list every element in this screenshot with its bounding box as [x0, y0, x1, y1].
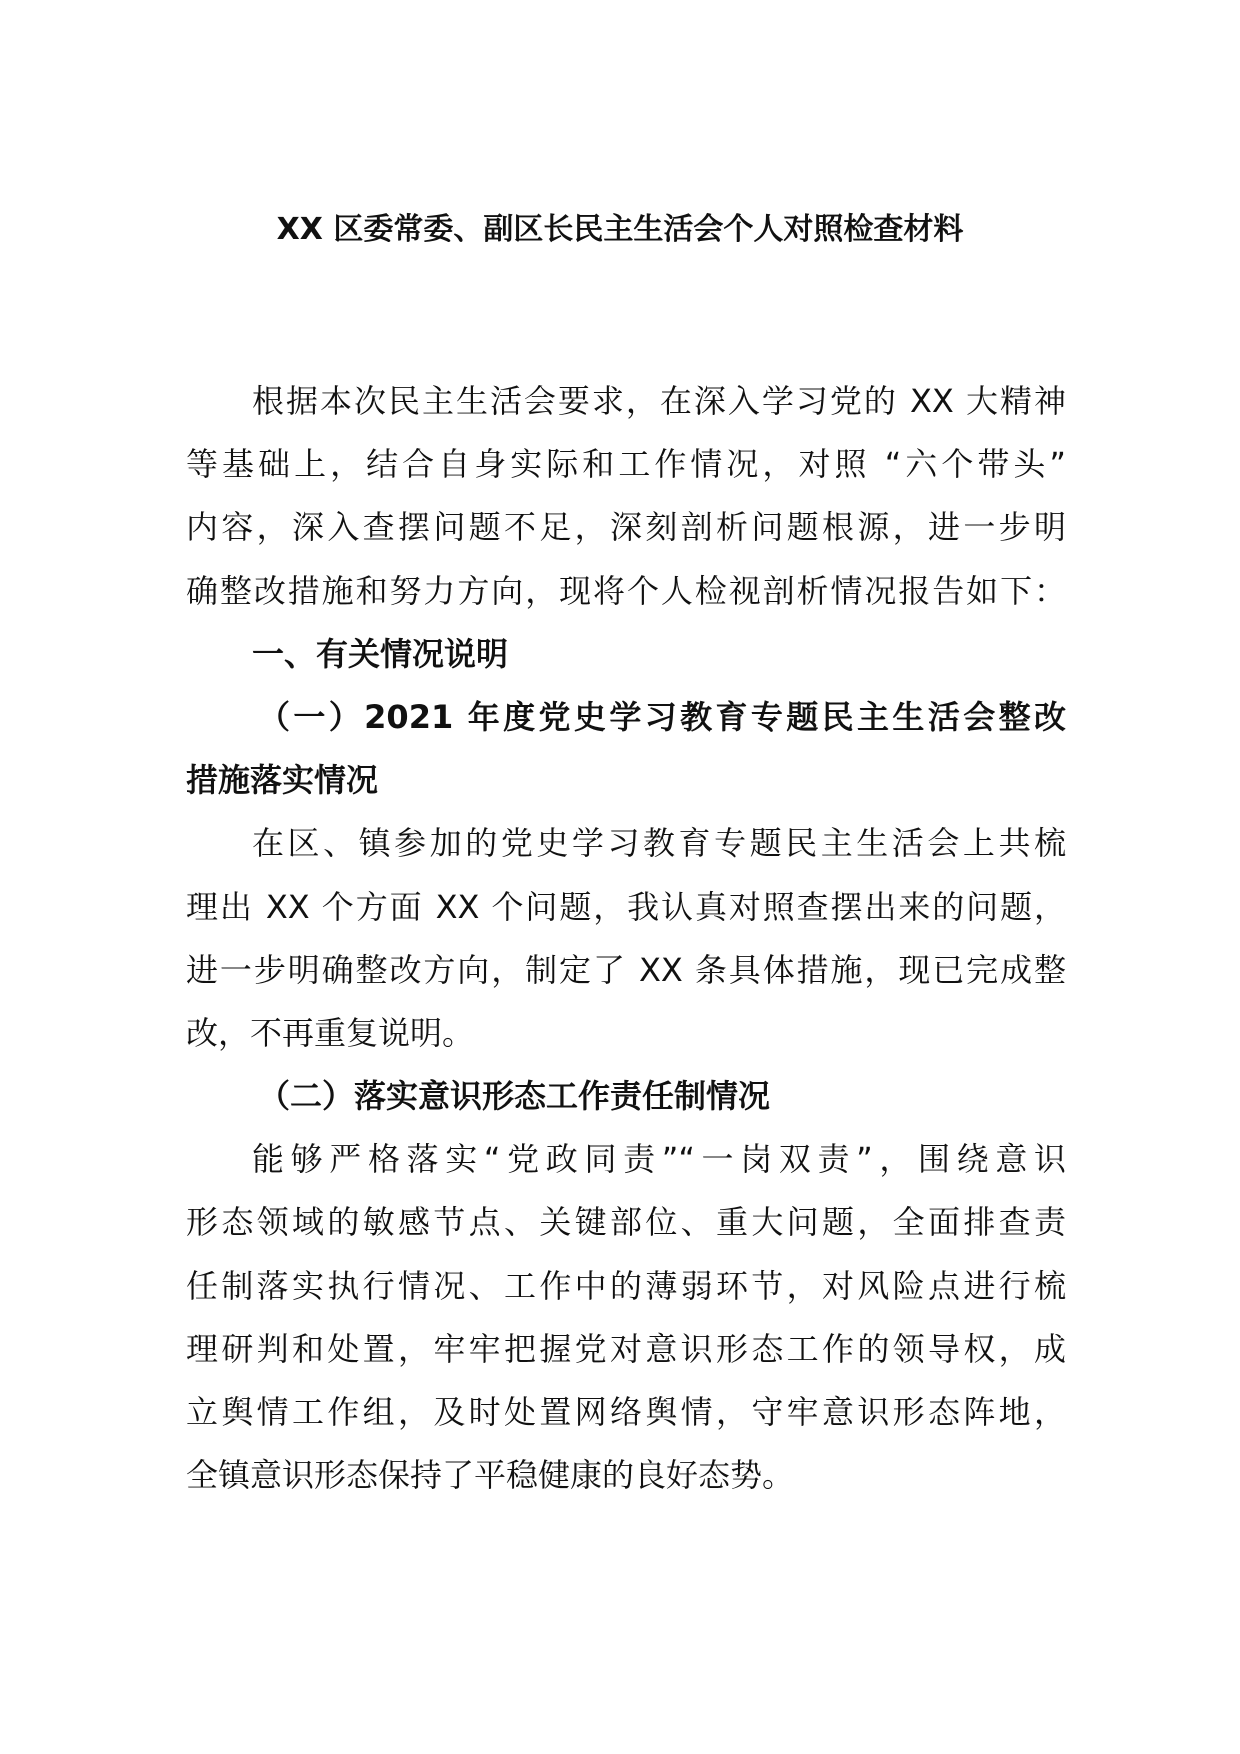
paragraph-line: 确整改措施和努力方向，现将个人检视剖析情况报告如下： — [186, 571, 1066, 610]
paragraph-line: 内容，深入查摆问题不足，深刻剖析问题根源，进一步明 — [186, 508, 1066, 547]
intro-paragraph — [186, 370, 1066, 623]
paragraph-line: 进一步明确整改方向，制定了 XX 条具体措施，现已完成整 — [186, 950, 1066, 989]
paragraph-line: 改，不再重复说明。 — [186, 1013, 475, 1052]
paragraph-line: 形态领域的敏感节点、关键部位、重大问题，全面排查责 — [186, 1203, 1066, 1242]
paragraph-line: 全镇意识形态保持了平稳健康的良好态势。 — [186, 1456, 795, 1495]
document-body — [186, 370, 1066, 1507]
subsection-heading: （二）落实意识形态工作责任制情况 — [258, 1077, 771, 1116]
subsection-heading-line: （一）2021 年度党史学习教育专题民主生活会整改 — [258, 697, 1066, 736]
document-title: XX 区委常委、副区长民主生活会个人对照检查材料 — [276, 212, 964, 247]
paragraph-line: 立舆情工作组，及时处置网络舆情，守牢意识形态阵地， — [186, 1393, 1066, 1431]
paragraph-line: 等基础上，结合自身实际和工作情况，对照 “六个带头” — [186, 445, 1066, 484]
subsection-paragraph — [186, 1128, 1066, 1507]
paragraph-line: 理出 XX 个方面 XX 个问题，我认真对照查摆出来的问题， — [186, 887, 1066, 926]
subsection-paragraph — [186, 812, 1066, 1065]
paragraph-line: 在区、镇参加的党史学习教育专题民主生活会上共梳 — [252, 824, 1066, 863]
paragraph-line: 理研判和处置，牢牢把握党对意识形态工作的领导权，成 — [186, 1329, 1066, 1368]
paragraph-line: 任制落实执行情况、工作中的薄弱环节，对风险点进行梳 — [186, 1266, 1066, 1305]
paragraph-line: 能够严格落实“党政同责”“一岗双责”，围绕意识 — [252, 1140, 1066, 1179]
paragraph-line: 根据本次民主生活会要求，在深入学习党的 XX 大精神 — [252, 382, 1066, 420]
subsection-heading-line: 措施落实情况 — [186, 761, 379, 800]
section-heading: 一、有关情况说明 — [252, 634, 509, 673]
subsection-heading — [186, 686, 1066, 812]
